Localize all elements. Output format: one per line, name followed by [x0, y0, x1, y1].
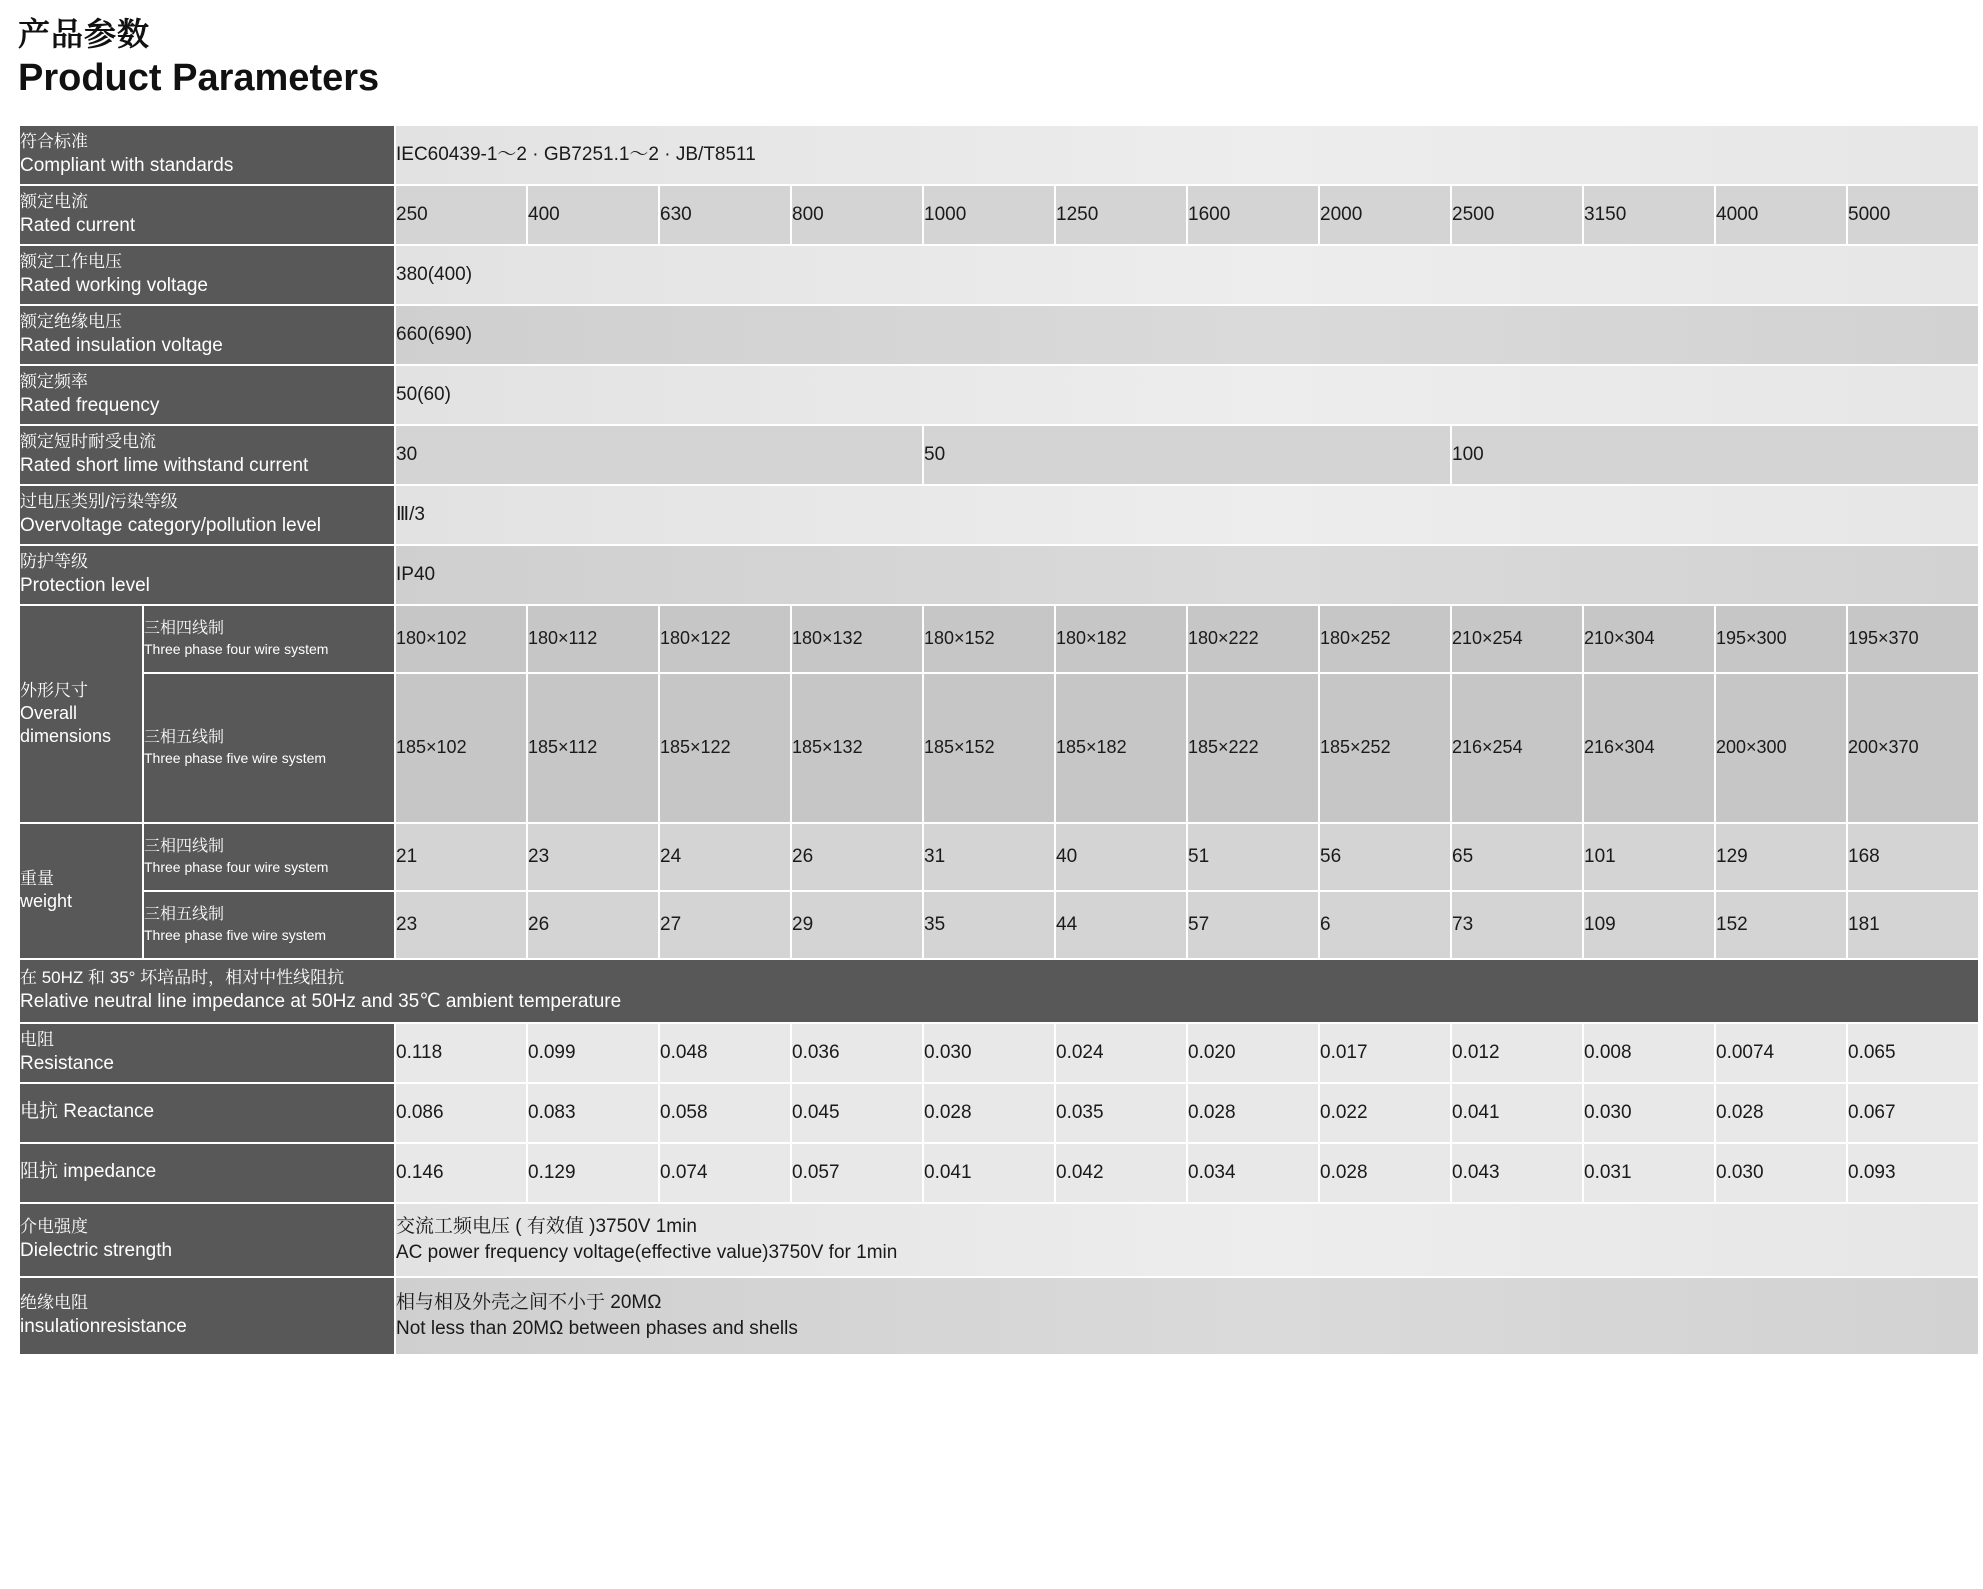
label-en: weight — [20, 891, 73, 912]
table-row-weight-four-wire — [20, 824, 1978, 890]
row-label-resistance — [20, 1024, 394, 1082]
label-en: Rated current — [20, 214, 136, 236]
dimension-cell: 185×122 — [660, 674, 790, 822]
impedance-cell: 0.043 — [1452, 1144, 1582, 1202]
resistance-cell: 0.024 — [1056, 1024, 1186, 1082]
current-cell: 1000 — [924, 186, 1054, 244]
sublabel-cn: 三相五线制 — [144, 729, 225, 747]
table-row-dielectric — [20, 1204, 1978, 1276]
label-cn: 外形尺寸 — [20, 681, 88, 701]
label-cn: 电阻 — [20, 1029, 54, 1049]
reactance-cell: 0.086 — [396, 1084, 526, 1142]
label-cn: 额定工作电压 — [20, 251, 122, 271]
row-label-insulation-voltage — [20, 306, 394, 364]
dimension-cell: 180×152 — [924, 606, 1054, 672]
parameters-table — [18, 124, 1980, 1356]
label-en-2: dimensions — [20, 725, 112, 746]
reactance-cell: 0.067 — [1848, 1084, 1978, 1142]
weight-cell: 24 — [660, 824, 790, 890]
weight-cell: 51 — [1188, 824, 1318, 890]
table-row-weight-five-wire — [20, 892, 1978, 958]
label-en-1: Overall — [20, 703, 78, 724]
table-row-protection — [20, 546, 1978, 604]
weight-cell: 65 — [1452, 824, 1582, 890]
label-en: Overvoltage category/pollution level — [20, 514, 322, 536]
row-label-protection — [20, 546, 394, 604]
reactance-cell: 0.030 — [1584, 1084, 1714, 1142]
current-cell: 1600 — [1188, 186, 1318, 244]
resistance-cell: 0.017 — [1320, 1024, 1450, 1082]
value-en: Not less than 20MΩ between phases and shells — [396, 1317, 798, 1339]
weight-cell: 23 — [528, 824, 658, 890]
current-cell: 3150 — [1584, 186, 1714, 244]
current-cell: 800 — [792, 186, 922, 244]
sublabel-en: Three phase four wire system — [144, 858, 329, 875]
band-cn: 在 50HZ 和 35° 坏培品时，相对中性线阻抗 — [20, 967, 345, 987]
table-row-working-voltage — [20, 246, 1978, 304]
sublabel-en: Three phase five wire system — [144, 926, 327, 943]
impedance-section-header — [20, 960, 1978, 1022]
resistance-cell: 0.048 — [660, 1024, 790, 1082]
resistance-cell: 0.0074 — [1716, 1024, 1846, 1082]
label-en: insulationresistance — [20, 1315, 187, 1337]
dimension-cell: 180×182 — [1056, 606, 1186, 672]
table-row-impedance-band — [20, 960, 1978, 1022]
sublabel-three-phase-four-wire — [144, 824, 394, 890]
dimension-cell: 185×102 — [396, 674, 526, 822]
dimension-cell: 185×112 — [528, 674, 658, 822]
value-working-voltage: 380(400) — [396, 246, 1978, 304]
impedance-cell: 0.093 — [1848, 1144, 1978, 1202]
reactance-cell: 0.028 — [1716, 1084, 1846, 1142]
dimension-cell: 216×304 — [1584, 674, 1714, 822]
label-en: Dielectric strength — [20, 1239, 173, 1261]
weight-cell: 152 — [1716, 892, 1846, 958]
impedance-cell: 0.030 — [1716, 1144, 1846, 1202]
weight-cell: 56 — [1320, 824, 1450, 890]
reactance-cell: 0.035 — [1056, 1084, 1186, 1142]
impedance-cell: 0.042 — [1056, 1144, 1186, 1202]
reactance-cell: 0.028 — [1188, 1084, 1318, 1142]
dimension-cell: 200×300 — [1716, 674, 1846, 822]
resistance-cell: 0.030 — [924, 1024, 1054, 1082]
table-row-insulation-resistance — [20, 1278, 1978, 1354]
label-cn: 重量 — [20, 869, 54, 889]
dimension-cell: 185×252 — [1320, 674, 1450, 822]
row-label-dielectric — [20, 1204, 394, 1276]
resistance-cell: 0.118 — [396, 1024, 526, 1082]
row-label-frequency — [20, 366, 394, 424]
reactance-cell: 0.028 — [924, 1084, 1054, 1142]
current-cell: 2500 — [1452, 186, 1582, 244]
impedance-cell: 0.057 — [792, 1144, 922, 1202]
dimension-cell: 195×300 — [1716, 606, 1846, 672]
impedance-cell: 0.028 — [1320, 1144, 1450, 1202]
page-title-cn: 产品参数 — [18, 16, 151, 52]
weight-cell: 73 — [1452, 892, 1582, 958]
band-en: Relative neutral line impedance at 50Hz and 35℃ ambient temperature — [20, 990, 622, 1012]
current-cell: 250 — [396, 186, 526, 244]
label-cn: 防护等级 — [20, 551, 88, 571]
row-label-dimensions — [20, 606, 142, 822]
sublabel-three-phase-five-wire — [144, 674, 394, 822]
reactance-cell: 0.058 — [660, 1084, 790, 1142]
page-title-en: Product Parameters — [18, 57, 380, 99]
reactance-cell: 0.045 — [792, 1084, 922, 1142]
value-cn: 交流工频电压 ( 有效值 )3750V 1min — [396, 1215, 697, 1237]
label-cn: 额定短时耐受电流 — [20, 431, 156, 451]
label-cn: 额定绝缘电压 — [20, 311, 122, 331]
table-row-dimensions-four-wire — [20, 606, 1978, 672]
table-row-overvoltage — [20, 486, 1978, 544]
sublabel-cn: 三相五线制 — [144, 906, 225, 924]
weight-cell: 181 — [1848, 892, 1978, 958]
value-overvoltage: Ⅲ/3 — [396, 486, 1978, 544]
label-cn: 绝缘电阻 — [20, 1292, 88, 1312]
weight-cell: 26 — [528, 892, 658, 958]
dimension-cell: 180×132 — [792, 606, 922, 672]
current-cell: 4000 — [1716, 186, 1846, 244]
value-short-time-1: 30 — [396, 426, 922, 484]
impedance-cell: 0.129 — [528, 1144, 658, 1202]
dimension-cell: 185×152 — [924, 674, 1054, 822]
label-cn: 额定频率 — [20, 371, 88, 391]
dimension-cell: 180×122 — [660, 606, 790, 672]
label-cn: 过电压类别/污染等级 — [20, 491, 178, 511]
page-title — [18, 14, 1965, 102]
resistance-cell: 0.012 — [1452, 1024, 1582, 1082]
value-dielectric — [396, 1204, 1978, 1276]
row-label-standards — [20, 126, 394, 184]
weight-cell: 27 — [660, 892, 790, 958]
current-cell: 2000 — [1320, 186, 1450, 244]
row-label-reactance — [20, 1084, 394, 1142]
current-cell: 1250 — [1056, 186, 1186, 244]
sublabel-cn: 三相四线制 — [144, 838, 225, 856]
row-label-overvoltage — [20, 486, 394, 544]
dimension-cell: 200×370 — [1848, 674, 1978, 822]
value-short-time-2: 50 — [924, 426, 1450, 484]
dimension-cell: 180×102 — [396, 606, 526, 672]
dimension-cell: 180×112 — [528, 606, 658, 672]
row-label-insulation-resistance — [20, 1278, 394, 1354]
table-row-insulation-voltage — [20, 306, 1978, 364]
label-en: Rated insulation voltage — [20, 334, 223, 356]
row-label-impedance — [20, 1144, 394, 1202]
impedance-cell: 0.041 — [924, 1144, 1054, 1202]
weight-cell: 6 — [1320, 892, 1450, 958]
table-row-rated-current — [20, 186, 1978, 244]
resistance-cell: 0.065 — [1848, 1024, 1978, 1082]
label-impedance: 阻抗 impedance — [20, 1161, 157, 1183]
row-label-weight — [20, 824, 142, 958]
weight-cell: 129 — [1716, 824, 1846, 890]
impedance-cell: 0.034 — [1188, 1144, 1318, 1202]
weight-cell: 40 — [1056, 824, 1186, 890]
label-cn: 额定电流 — [20, 191, 88, 211]
row-label-working-voltage — [20, 246, 394, 304]
dimension-cell: 185×222 — [1188, 674, 1318, 822]
value-insulation-voltage: 660(690) — [396, 306, 1978, 364]
current-cell: 400 — [528, 186, 658, 244]
dimension-cell: 195×370 — [1848, 606, 1978, 672]
label-en: Rated frequency — [20, 394, 160, 416]
value-standards: IEC60439-1～2 · GB7251.1～2 · JB/T8511 — [396, 126, 1978, 184]
weight-cell: 21 — [396, 824, 526, 890]
table-row-standards — [20, 126, 1978, 184]
reactance-cell: 0.083 — [528, 1084, 658, 1142]
table-row-impedance — [20, 1144, 1978, 1202]
dimension-cell: 210×254 — [1452, 606, 1582, 672]
weight-cell: 168 — [1848, 824, 1978, 890]
dimension-cell: 185×182 — [1056, 674, 1186, 822]
table-row-short-time-current — [20, 426, 1978, 484]
dimension-cell: 180×252 — [1320, 606, 1450, 672]
impedance-cell: 0.031 — [1584, 1144, 1714, 1202]
dimension-cell: 185×132 — [792, 674, 922, 822]
row-label-rated-current — [20, 186, 394, 244]
value-frequency: 50(60) — [396, 366, 1978, 424]
label-en: Rated short lime withstand current — [20, 454, 309, 476]
weight-cell: 23 — [396, 892, 526, 958]
label-cn: 符合标准 — [20, 131, 88, 151]
label-en: Compliant with standards — [20, 154, 234, 176]
current-cell: 5000 — [1848, 186, 1978, 244]
dimension-cell: 180×222 — [1188, 606, 1318, 672]
sublabel-cn: 三相四线制 — [144, 620, 225, 638]
impedance-cell: 0.146 — [396, 1144, 526, 1202]
dimension-cell: 216×254 — [1452, 674, 1582, 822]
sublabel-three-phase-four-wire — [144, 606, 394, 672]
sublabel-three-phase-five-wire — [144, 892, 394, 958]
current-cell: 630 — [660, 186, 790, 244]
weight-cell: 31 — [924, 824, 1054, 890]
table-row-resistance — [20, 1024, 1978, 1082]
reactance-cell: 0.041 — [1452, 1084, 1582, 1142]
resistance-cell: 0.008 — [1584, 1024, 1714, 1082]
weight-cell: 35 — [924, 892, 1054, 958]
label-en: Rated working voltage — [20, 274, 208, 296]
resistance-cell: 0.099 — [528, 1024, 658, 1082]
value-protection: IP40 — [396, 546, 1978, 604]
label-en: Protection level — [20, 574, 150, 596]
sublabel-en: Three phase four wire system — [144, 640, 329, 657]
label-cn: 介电强度 — [20, 1216, 88, 1236]
resistance-cell: 0.036 — [792, 1024, 922, 1082]
value-en: AC power frequency voltage(effective value)3750V for 1min — [396, 1241, 898, 1263]
table-row-reactance — [20, 1084, 1978, 1142]
weight-cell: 26 — [792, 824, 922, 890]
weight-cell: 29 — [792, 892, 922, 958]
sublabel-en: Three phase five wire system — [144, 749, 327, 766]
value-insulation-resistance — [396, 1278, 1978, 1354]
table-row-frequency — [20, 366, 1978, 424]
label-en: Resistance — [20, 1052, 114, 1074]
weight-cell: 57 — [1188, 892, 1318, 958]
impedance-cell: 0.074 — [660, 1144, 790, 1202]
resistance-cell: 0.020 — [1188, 1024, 1318, 1082]
value-short-time-3: 100 — [1452, 426, 1978, 484]
value-cn: 相与相及外壳之间不小于 20MΩ — [396, 1291, 662, 1313]
weight-cell: 44 — [1056, 892, 1186, 958]
row-label-short-time-current — [20, 426, 394, 484]
table-row-dimensions-five-wire — [20, 674, 1978, 822]
weight-cell: 101 — [1584, 824, 1714, 890]
dimension-cell: 210×304 — [1584, 606, 1714, 672]
label-reactance: 电抗 Reactance — [20, 1101, 155, 1123]
weight-cell: 109 — [1584, 892, 1714, 958]
reactance-cell: 0.022 — [1320, 1084, 1450, 1142]
